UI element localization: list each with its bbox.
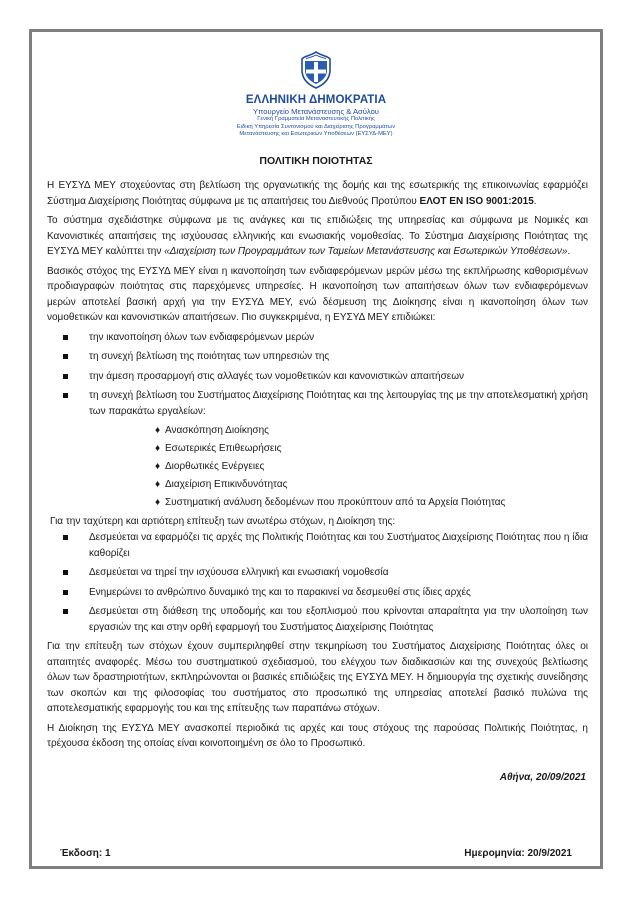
aims-list — [47, 330, 588, 420]
list-item: ♦ Διαχείριση Επικινδυνότητας — [155, 477, 588, 493]
document-frame — [29, 29, 603, 869]
paragraph-review: Η Διοίκηση της ΕΥΣΥΔ ΜΕΥ ανασκοπεί περιοδικά τις αρχές και τους στόχους της παρούσας Πολιτικής Ποιότητας, η τρέχουσα έκδοση της οποίας είναι κοινοποιημένη σε όλο το Προσωπικό. — [47, 722, 588, 750]
letterhead — [32, 50, 600, 139]
diamond-bullet-icon: ♦ — [155, 461, 161, 473]
diamond-bullet-icon: ♦ — [155, 443, 161, 455]
paragraph-implementation: Για την επίτευξη των στόχων έχουν συμπεριληφθεί στην τεκμηρίωση του Συστήματος Διαχείρισης Ποιότητας όλες οι απαιτητές αναφορές. Μέσω του συστηματικού σχεδιασμού, του ελέγχου των διαδικασιών και της συνεχούς βελτίωσης όλων των δραστηριοτήτων, εκπληρώνονται οι βασικές επιδιώξεις της ΕΥΣΥΔ ΜΕΥ. Η δημιουργία της σχετικής συνείδησης των σκοπών και της φιλοσοφίας του συστήματος στο προσωπικό της υπηρεσίας αποτελεί βασικό πυλώνα της αποτελεσματικής εφαρμογής του και της επίτευξης των παραπάνω στόχων. — [47, 641, 588, 715]
list-item: ♦ Συστηματική ανάλυση δεδομένων που προκύπτουν από τα Αρχεία Ποιότητας — [155, 495, 588, 511]
scope-title: «Διαχείριση των Προγραμμάτων των Ταμείων Μετανάστευσης και Εσωτερικών Υποθέσεων» — [164, 246, 568, 257]
list-item: Ενημερώνει το ανθρώπινο δυναμικό της και το παρακινεί να δεσμευθεί στις ίδιες αρχές — [89, 585, 588, 601]
list-item: Δεσμεύεται να τηρεί την ισχύουσα ελληνική και ενωσιακή νομοθεσία — [89, 565, 588, 581]
paragraph-scope: Το σύστημα σχεδιάστηκε σύμφωνα με τις ανάγκες και τις επιδιώξεις της υπηρεσίας και σύμφωνα με Νομικές και Κανονιστικές απαιτήσεις της ισχύουσας ελληνικής και ενωσιακής νομοθεσίας. Το Σύστημα Διαχείρισης Ποιότητας της ΕΥΣΥΔ ΜΕΥ καλύπτει την «Διαχείριση των Προγραμμάτων των Ταμείων Μετανάστευσης και Εσωτερικών Υποθέσεων». — [47, 215, 588, 257]
greek-coat-of-arms-icon — [296, 50, 336, 90]
list-item: τη συνεχή βελτίωση της ποιότητας των υπηρεσιών της — [89, 349, 588, 365]
diamond-bullet-icon: ♦ — [155, 479, 161, 491]
ministry-name: Υπουργείο Μετανάστευσης & Ασύλου — [253, 107, 379, 116]
paragraph-main-goal: Βασικός στόχος της ΕΥΣΥΔ ΜΕΥ είναι η ικανοποίηση των ενδιαφερόμενων μερών μέσω της εκπλήρωσης καθορισμένων προδιαγραφών ποιότητας στις παρεχόμενες υπηρεσίες. Η ικανοποίηση των απαιτήσεων όλων των ενδιαφερόμενων μερών αποτελεί βασική αρχή για την ΕΥΣΥΔ ΜΕΥ, ενώ δέσμευση της Διοίκησης είναι η ικανοποίηση όλων των νομοθετικών και κανονιστικών απαιτήσεων. Πιο συγκεκριμένα, η ΕΥΣΥΔ ΜΕΥ επιδιώκει: — [47, 265, 588, 323]
list-item: ♦ Ανασκόπηση Διοίκησης — [155, 423, 588, 439]
letterhead-line-3: Μετανάστευσης και Εσωτερικών Υποθέσεων (ΕΥΣΥΔ-ΜΕΥ) — [239, 131, 393, 138]
list-item: τη συνεχή βελτίωση του Συστήματος Διαχείρισης Ποιότητας και της λειτουργίας της με την αποτελεσματική χρήση των παρακάτω εργαλείων: — [89, 388, 588, 419]
letterhead-line-1: Γενική Γραμματεία Μεταναστευτικής Πολιτικής — [257, 116, 375, 122]
list-item: την άμεση προσαρμογή στις αλλαγές των νομοθετικών και κανονιστικών απαιτήσεων — [89, 369, 588, 385]
document-title: ΠΟΛΙΤΙΚΗ ΠΟΙΟΤΗΤΑΣ — [259, 155, 373, 167]
tools-list — [47, 423, 588, 511]
letterhead-line-2: Ειδική Υπηρεσία Συντονισμού και Διαχείρισης Προγραμμάτων — [236, 123, 396, 130]
goals-intro: Για την ταχύτερη και αρτιότερη επίτευξη των ανωτέρω στόχων, η Διοίκηση της: — [50, 515, 396, 527]
footer-date: Ημερομηνία: 20/9/2021 — [464, 848, 572, 859]
diamond-bullet-icon: ♦ — [155, 425, 161, 436]
list-item: Δεσμεύεται στη διάθεση της υποδομής και του εξοπλισμού που κρίνονται απαραίτητα για την υλοποίηση των εργασιών της και στην ορθή εφαρμογή του Συστήματος Διαχείρισης Ποιότητας — [89, 604, 588, 635]
edition-label: Έκδοση: 1 — [60, 848, 111, 859]
signing-date: Αθήνα, 20/09/2021 — [499, 771, 586, 783]
document-body — [47, 178, 588, 785]
paragraph-iso: Η ΕΥΣΥΔ ΜΕΥ στοχεύοντας στη βελτίωση της οργανωτικής της δομής και της εσωτερικής της επικοινωνίας εφαρμόζει Σύστημα Διαχείρισης Ποιότητας σύμφωνα με τις απαιτήσεις του Διεθνούς Προτύπου ΕΛΟΤ ΕΝ ISO 9001:2015. — [47, 180, 588, 207]
letterhead-title: ΕΛΛΗΝΙΚΗ ΔΗΜΟΚΡΑΤΙΑ — [245, 94, 387, 106]
commitments-list — [47, 530, 588, 635]
list-item: την ικανοποίηση όλων των ενδιαφερόμενων μερών — [89, 330, 588, 346]
iso-standard: ΕΛΟΤ ΕΝ ISO 9001:2015 — [419, 195, 534, 207]
diamond-bullet-icon: ♦ — [155, 497, 161, 509]
list-item: ♦ Εσωτερικές Επιθεωρήσεις — [155, 441, 588, 457]
list-item: Δεσμεύεται να εφαρμόζει τις αρχές της Πολιτικής Ποιότητας και του Συστήματος Διαχείρισης Ποιότητας που η ίδια καθορίζει — [89, 530, 588, 561]
list-item: ♦ Διορθωτικές Ενέργειες — [155, 459, 588, 475]
